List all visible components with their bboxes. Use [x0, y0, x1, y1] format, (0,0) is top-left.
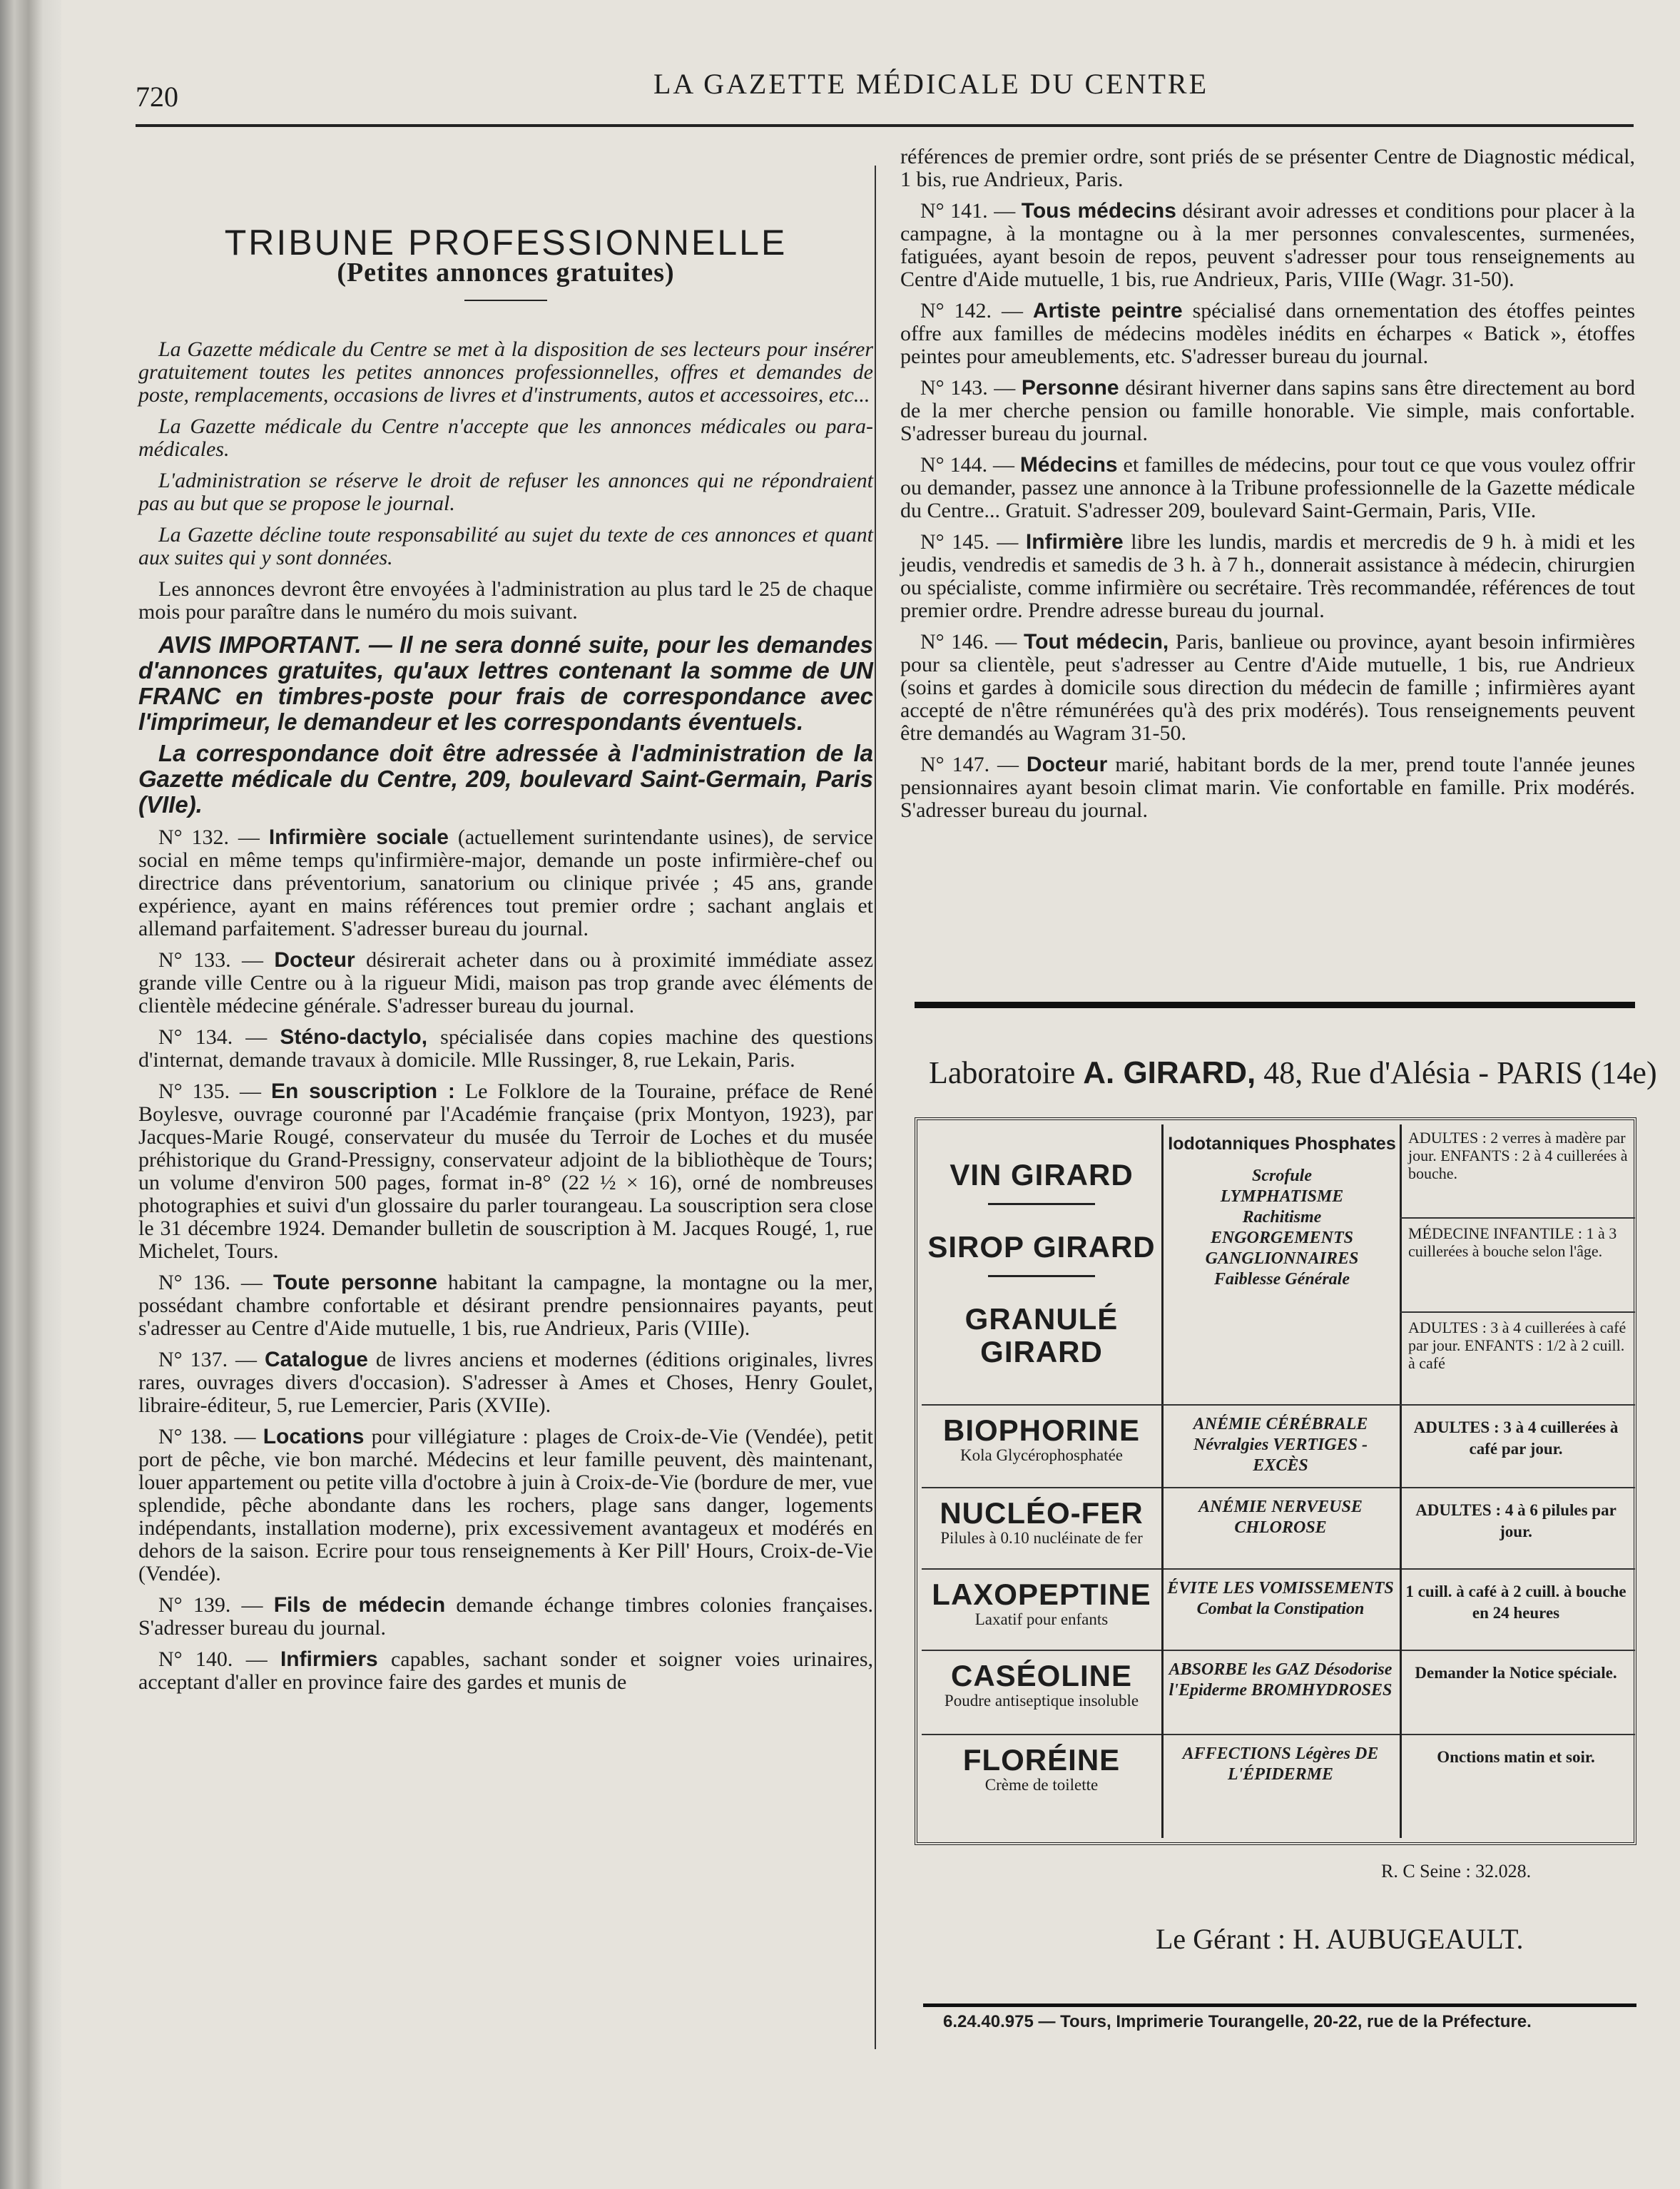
product-subtitle: Kola Glycérophosphatée — [959, 1446, 1123, 1464]
title-rule — [464, 300, 547, 301]
ad-number: N° 145. — — [920, 530, 1019, 554]
deadline-paragraph: Les annonces devront être envoyées à l'administration au plus tard le 25 de chaque mois pour paraître dans le numéro du mois suivant. — [138, 577, 873, 624]
dose-cell: ADULTES : 4 à 6 pilules par jour. — [1415, 1501, 1617, 1540]
dose-cell: Demander la Notice spéciale. — [1415, 1664, 1617, 1682]
right-column — [900, 146, 1635, 831]
page-binding-edge — [0, 0, 61, 2189]
grid-line — [922, 1487, 1635, 1488]
ad-heading: Fils de médecin — [273, 1593, 446, 1617]
grid-line — [922, 1568, 1635, 1570]
ad-heading: Sténo-dactylo, — [280, 1025, 428, 1049]
classified-ad — [900, 631, 1635, 745]
lab-prefix: Laboratoire — [929, 1055, 1076, 1090]
avis-text: AVIS IMPORTANT. — Il ne sera donné suite, pour les demandes d'annonces gratuites, qu'aux lettres contenant la somme de UN FRANC en timbres-poste pour frais de correspondance avec l'imprimeur, le demandeur et les correspondants éventuels. — [138, 631, 873, 735]
ad-number: N° 142. — — [920, 299, 1023, 322]
ad-text: capables, sachant sonder et soigner voies urinaires, acceptant d'aller en province faire des gardes et munis de — [138, 1647, 873, 1694]
ad-number: N° 146. — — [920, 630, 1017, 654]
product-name: NUCLÉO-FER — [940, 1496, 1144, 1530]
ad-number: N° 147. — — [920, 753, 1019, 776]
product-subtitle: Pilules à 0.10 nucléinate de fer — [940, 1529, 1143, 1547]
classified-list — [900, 200, 1635, 822]
gerant-line: Le Gérant : H. AUBUGEAULT. — [1156, 1923, 1524, 1955]
classified-ad — [138, 1594, 873, 1640]
intro-paragraph: La Gazette médicale du Centre se met à la disposition de ses lecteurs pour insérer gratuitement toutes les petites annonces professionnelles, offres et demandes de poste, remplacements, occasions de livres et d'instruments, autos et accessoires, etc... — [138, 337, 873, 407]
ad-number: N° 139. — — [158, 1593, 263, 1617]
product-cell — [922, 1737, 1161, 1838]
product-divider — [988, 1275, 1095, 1277]
indication: Scrofule — [1252, 1167, 1312, 1185]
product-subtitle: Laxatif pour enfants — [974, 1610, 1109, 1628]
ad-heading: Infirmière — [1025, 530, 1124, 554]
intro-paragraph: L'administration se réserve le droit de refuser les annonces qui ne répondraient pas au but que se propose le journal. — [138, 469, 873, 515]
intro-paragraph: La Gazette décline toute responsabilité au sujet du texte de ces annonces et quant aux suites qui y sont données. — [138, 523, 873, 569]
product-cell — [922, 1490, 1161, 1568]
advert-grid — [922, 1124, 1629, 1838]
classified-ad — [900, 454, 1635, 522]
ad-number: N° 136. — — [158, 1271, 263, 1294]
important-notice — [138, 632, 873, 818]
indication-cell: ÉVITE LES VOMISSEMENTS Combat la Constipation — [1167, 1579, 1394, 1618]
ad-heading: Médecins — [1019, 453, 1118, 477]
ad-text: Paris, banlieue ou province, ayant besoin infirmières pour sa clientèle, peut s'adresser au Centre d'Aide mutuelle, 1 bis, rue Andrieux (soins et gardes à domicile sous direction du médecin de famille ; infirmières ayant accepté de n'être rémunérées qu'à des prix modérés). Tous renseignements peuvent être demandés au Wagram 31-50. — [900, 630, 1636, 745]
indication-cell: ANÉMIE CÉRÉBRALE Névralgies VERTIGES - EXCÈS — [1193, 1415, 1368, 1475]
product-subtitle: Poudre antiseptique insoluble — [944, 1692, 1139, 1710]
product-subtitle: Crème de toilette — [984, 1776, 1099, 1794]
product-name: CASÉOLINE — [950, 1659, 1133, 1692]
header-rule — [136, 124, 1634, 127]
classified-ad — [138, 1026, 873, 1072]
ad-text: Le Folklore de la Touraine, préface de René Boylesve, ouvrage couronné par l'Académie française (prix Montyon, 1923), par Jacques-Marie Rougé, conservateur du musée du Terroir de Loches et du musée préhistorique du Grand-Pressigny, conservateur adjoint de la bibliothèque de Tours; un volume d'environ 500 pages, format in-8° (22 ½ × 16), orné de nombreuses photographies et suivi d'un glossaire du parler tourangeau. La souscription sera close le 31 décembre 1924. Demander bulletin de souscription à M. Jacques Rougé, 1, rue Michelet, Tours. — [138, 1080, 874, 1263]
dose-cell: ADULTES : 3 à 4 cuillerées à café par jour. ENFANTS : 1/2 à 2 cuill. à café — [1408, 1319, 1626, 1372]
classified-ad — [138, 1349, 873, 1417]
grid-line — [1161, 1124, 1164, 1838]
ad-heading: Infirmiers — [280, 1647, 378, 1671]
ad-number: N° 144. — — [920, 453, 1014, 477]
ad-text: spécialisée dans copies machine des questions d'internat, demande travaux à domicile. Mlle Russinger, 8, rue Lekain, Paris. — [138, 1025, 874, 1072]
grid-line — [922, 1404, 1635, 1406]
printer-footer: 6.24.40.975 — Tours, Imprimerie Tourangelle, 20-22, rue de la Préfecture. — [943, 2012, 1532, 2031]
dose-cell: ADULTES : 2 verres à madère par jour. ENFANTS : 2 à 4 cuillerées à bouche. — [1408, 1129, 1628, 1182]
left-column — [138, 214, 873, 1702]
classified-ad — [900, 753, 1635, 822]
grid-line — [1400, 1217, 1635, 1219]
ad-text: demande échange timbres colonies françaises. S'adresser bureau du journal. — [138, 1593, 873, 1640]
section-title: TRIBUNE PROFESSIONNELLE — [224, 223, 788, 263]
ad-text: habitant la campagne, la montagne ou la mer, possédant chambre confortable et désirant prendre pensionnaires payants, peut s'adresser au Centre d'Aide mutuelle, 1 bis, rue Andrieux, Paris (VIIIe). — [138, 1271, 873, 1340]
product-name: VIN GIRARD — [950, 1158, 1134, 1192]
ad-heading: Tous médecins — [1021, 199, 1176, 223]
grid-line — [922, 1650, 1635, 1651]
classified-ad — [138, 1271, 873, 1340]
indication-cell: ABSORBE les GAZ Désodorise l'Epiderme BROMHYDROSES — [1169, 1660, 1393, 1700]
ad-text: et familles de médecins, pour tout ce que vous voulez offrir ou demander, passez une annonce à la Tribune professionnelle de la Gazette médicale du Centre... Gratuit. S'adresser 209, boulevard Saint-Germain, Paris, VIIe. — [900, 453, 1636, 522]
ad-text: pour villégiature : plages de Croix-de-Vie (Vendée), petit port de pêche, vie bon marché. Médecins et leur famille peuvent, dès maintenant, louer appartement ou petite villa d'octobre à juin à Croix-de-Vie (bordure de mer, vue splendide, pêche abondante dans les rochers, plage sans danger, logements indépendants, installation moderne), prix excessivement avantageux et modérés en dehors de la saison. Ecrire pour tous renseignements à Ker Pill' Hours, Croix-de-Vie (Vendée). — [138, 1425, 874, 1585]
product-name: GRANULÉ GIRARD — [964, 1302, 1119, 1368]
column-rule — [875, 166, 876, 2049]
ad-heading: Toute personne — [273, 1271, 437, 1294]
product-name: LAXOPEPTINE — [932, 1578, 1151, 1611]
indication: Faiblesse Générale — [1214, 1270, 1350, 1289]
lab-name: A. GIRARD, — [1083, 1055, 1256, 1090]
classified-ad — [138, 1648, 873, 1694]
ad-heading: Infirmière sociale — [268, 826, 449, 849]
ad-number: N° 133. — — [158, 948, 263, 972]
running-title: LA GAZETTE MÉDICALE DU CENTRE — [653, 68, 1209, 100]
product-cell — [922, 1571, 1161, 1650]
continued-annonce: références de premier ordre, sont priés de se présenter Centre de Diagnostic médical, 1 bis, rue Andrieux, Paris. — [900, 145, 1635, 191]
ad-text: de livres anciens et modernes (éditions originales, livres rares, ouvrages divers d'occasion). S'adresser à Ames et Choses, Henry Goulet, libraire-éditeur, 5, rue Lemercier, Paris (XVIIe). — [138, 1348, 874, 1417]
grid-line — [922, 1734, 1635, 1735]
classified-ad — [138, 1426, 873, 1585]
product-cell — [922, 1652, 1161, 1734]
correspondance-text: La correspondance doit être adressée à l'administration de la Gazette médicale du Centre, 209, boulevard Saint-Germain, Paris (VIIe). — [138, 740, 873, 818]
indication: LYMPHATISME — [1220, 1187, 1344, 1206]
ad-text: désirant hiverner dans sapins sans être directement au bord de la mer cherche pension ou famille honorable. Vie simple, mais confortable. S'adresser bureau du journal. — [900, 376, 1636, 445]
classified-ad — [138, 1080, 873, 1263]
advert-top-bar — [915, 1002, 1635, 1008]
ad-number: N° 138. — — [158, 1425, 256, 1448]
indication: GANGLIONNAIRES — [1205, 1249, 1359, 1268]
ad-text: marié, habitant bords de la mer, prend toute l'année jeunes pensionnaires ayant besoin climat marin. Vie confortable en famille. Prix modérés. S'adresser bureau du journal. — [900, 753, 1636, 822]
ad-text: désirerait acheter dans ou à proximité immédiate assez grande ville Centre ou à la rigueur Midi, maison pas trop grande avec éléments de clientèle médecine générale. S'adresser bureau du journal. — [138, 948, 874, 1017]
iodo-products-cell — [922, 1124, 1161, 1403]
advert-table — [915, 1117, 1636, 1845]
iodo-indications-cell — [1164, 1124, 1400, 1403]
product-name: BIOPHORINE — [942, 1413, 1141, 1447]
grid-line — [1400, 1311, 1635, 1313]
ad-heading: Docteur — [1026, 753, 1108, 776]
classified-ad — [138, 949, 873, 1017]
ad-number: N° 137. — — [158, 1348, 258, 1371]
ad-number: N° 134. — — [158, 1025, 268, 1049]
ad-number: N° 143. — — [920, 376, 1016, 400]
ad-number: N° 141. — — [920, 199, 1016, 223]
intro-paragraph: La Gazette médicale du Centre n'accepte que les annonces médicales ou para-médicales. — [138, 415, 873, 461]
product-name: SIROP GIRARD — [927, 1230, 1156, 1264]
lab-header — [929, 1055, 1657, 1091]
ad-text: désirant avoir adresses et conditions pour placer à la campagne, à la montagne ou à la mer personnes convalescentes, surmenées, fatiguées, ayant besoin de repos, peuvent s'adresser pour tous renseignements au Centre d'Aide mutuelle, 1 bis, rue Andrieux, Paris, VIIIe (Wagr. 31-50). — [900, 199, 1635, 291]
classified-ad — [900, 531, 1635, 622]
ad-heading: Catalogue — [264, 1348, 368, 1371]
indication-cell: AFFECTIONS Légères DE L'ÉPIDERME — [1182, 1744, 1379, 1784]
footer-rule — [923, 2003, 1636, 2007]
ad-heading: En souscription : — [271, 1080, 455, 1103]
ad-heading: Docteur — [274, 948, 355, 972]
ad-text: libre les lundis, mardis et mercredis de 9 h. à midi et les jeudis, vendredis et samedis de 3 h. à 7 h., donnerait assistance à médecin, chirurgien ou spécialiste, comme infirmière ou secrétaire. Très recommandée, références de tout premier ordre. Prendre adresse bureau du journal. — [900, 530, 1636, 622]
ad-text: (actuellement surintendante usines), de service social en même temps qu'infirmière-major, demande un poste infirmière-chef ou directrice dans préventorium, sanatorium ou clinique privée ; 45 ans, grande expérience, ayant en mains références tout premier ordre ; sachant anglais et allemand parfaitement. S'adresser bureau du journal. — [138, 826, 873, 940]
dose-cell: ADULTES : 3 à 4 cuillerées à café par jour. — [1413, 1418, 1619, 1458]
product-cell — [922, 1407, 1161, 1487]
dose-cell: Onctions matin et soir. — [1437, 1748, 1595, 1766]
rc-number: R. C Seine : 32.028. — [1381, 1861, 1532, 1881]
classified-ad — [900, 200, 1635, 291]
grid-line — [1400, 1124, 1402, 1838]
classified-list — [138, 826, 873, 1694]
classified-ad — [900, 377, 1635, 445]
classified-ad — [900, 300, 1635, 368]
product-name: FLORÉINE — [962, 1743, 1121, 1777]
ad-text: spécialisé dans ornementation des étoffes peintes offre aux familles de médecins modèles inédits en écharpes « Batick », étoffes peintes pour ameublements, etc. S'adresser bureau du journal. — [900, 299, 1635, 368]
page-number: 720 — [136, 81, 178, 113]
ad-heading: Artiste peintre — [1032, 299, 1183, 322]
ad-number: N° 140. — — [158, 1647, 268, 1671]
indication: Rachitisme — [1242, 1208, 1322, 1226]
section-subtitle: (Petites annonces gratuites) — [337, 258, 675, 288]
ad-heading: Locations — [263, 1425, 365, 1448]
ad-heading: Tout médecin, — [1024, 630, 1169, 654]
dose-cell: MÉDECINE INFANTILE : 1 à 3 cuillerées à bouche selon l'âge. — [1408, 1224, 1617, 1260]
dose-cell: 1 cuill. à café à 2 cuill. à bouche en 24 heures — [1405, 1583, 1626, 1622]
ad-number: N° 135. — — [158, 1080, 262, 1103]
indication: ENGORGEMENTS — [1210, 1229, 1354, 1247]
indication-cell: ANÉMIE NERVEUSE CHLOROSE — [1198, 1498, 1363, 1537]
iodo-header: Iodotanniques Phosphates — [1168, 1134, 1396, 1154]
classified-ad — [138, 826, 873, 940]
ad-heading: Personne — [1021, 376, 1119, 400]
product-divider — [988, 1203, 1095, 1205]
ad-number: N° 132. — — [158, 826, 260, 849]
lab-address: 48, Rue d'Alésia - PARIS (14e) — [1263, 1055, 1657, 1090]
